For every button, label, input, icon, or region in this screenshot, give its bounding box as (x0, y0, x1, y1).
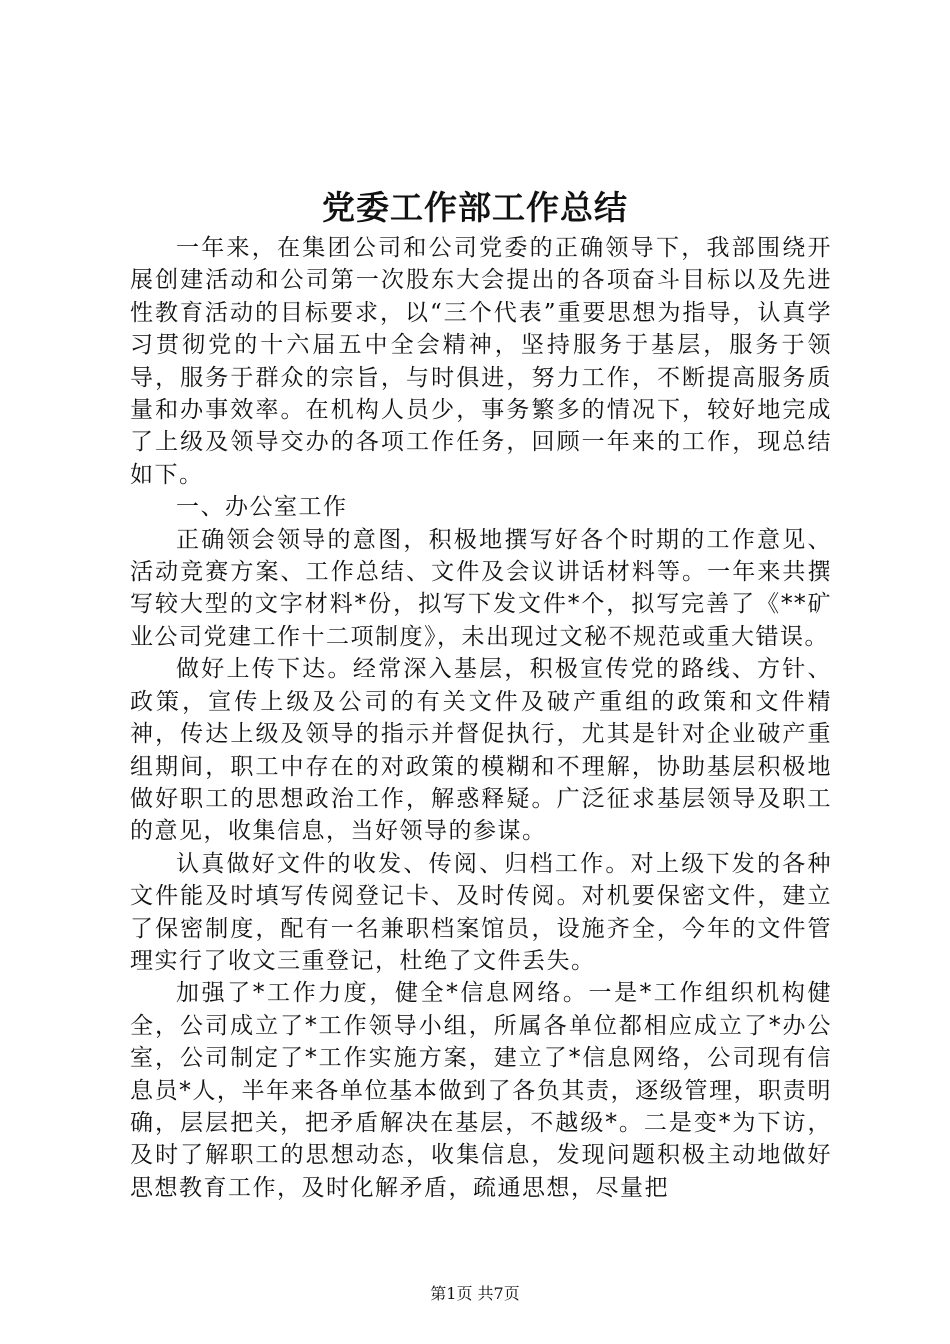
paragraph-writing-materials: 正确领会领导的意图，积极地撰写好各个时期的工作意见、活动竞赛方案、工作总结、文件及会议讲话材料等。一年来共撰写较大型的文字材料*份，拟写下发文件*个，拟写完善了《**矿业公司党建工作十二项制度》，未出现过文秘不规范或重大错误。 (130, 526, 832, 650)
document-title: 党委工作部工作总结 (322, 188, 628, 227)
paragraph-information-network: 加强了*工作力度，健全*信息网络。一是*工作组织机构健全，公司成立了*工作领导小组，所属各单位都相应成立了*办公室，公司制定了*工作实施方案，建立了*信息网络，公司现有信息员*人，半年来各单位基本做到了各负其责，逐级管理，职责明确，层层把关，把矛盾解决在基层，不越级*。二是变*为下访，及时了解职工的思想动态，收集信息，发现问题积极主动地做好思想教育工作，及时化解矛盾，疏通思想，尽量把 (130, 980, 832, 1201)
paragraph-intro: 一年来，在集团公司和公司党委的正确领导下，我部围绕开展创建活动和公司第一次股东大会提出的各项奋斗目标以及先进性教育活动的目标要求，以“三个代表”重要思想为指导，认真学习贯彻党的十六届五中全会精神，坚持服务于基层，服务于领导，服务于群众的宗旨，与时俱进，努力工作，不断提高服务质量和办事效率。在机构人员少，事务繁多的情况下，较好地完成了上级及领导交办的各项工作任务，回顾一年来的工作，现总结如下。 (130, 235, 832, 488)
section-heading-office-work: 一、办公室工作 (176, 494, 348, 521)
document-body (130, 232, 832, 1204)
page-number-footer: 第1页 共7页 (430, 1284, 520, 1303)
paragraph-communication: 做好上传下达。经常深入基层，积极宣传党的路线、方针、政策，宣传上级及公司的有关文件及破产重组的政策和文件精神，传达上级及领导的指示并督促执行，尤其是针对企业破产重组期间，职工中存在的对政策的模糊和不理解，协助基层积极地做好职工的思想政治工作，解惑释疑。广泛征求基层领导及职工的意见，收集信息，当好领导的参谋。 (130, 656, 832, 845)
paragraph-document-handling: 认真做好文件的收发、传阅、归档工作。对上级下发的各种文件能及时填写传阅登记卡、及时传阅。对机要保密文件，建立了保密制度，配有一名兼职档案馆员，设施齐全，今年的文件管理实行了收文三重登记，杜绝了文件丢失。 (130, 850, 832, 974)
